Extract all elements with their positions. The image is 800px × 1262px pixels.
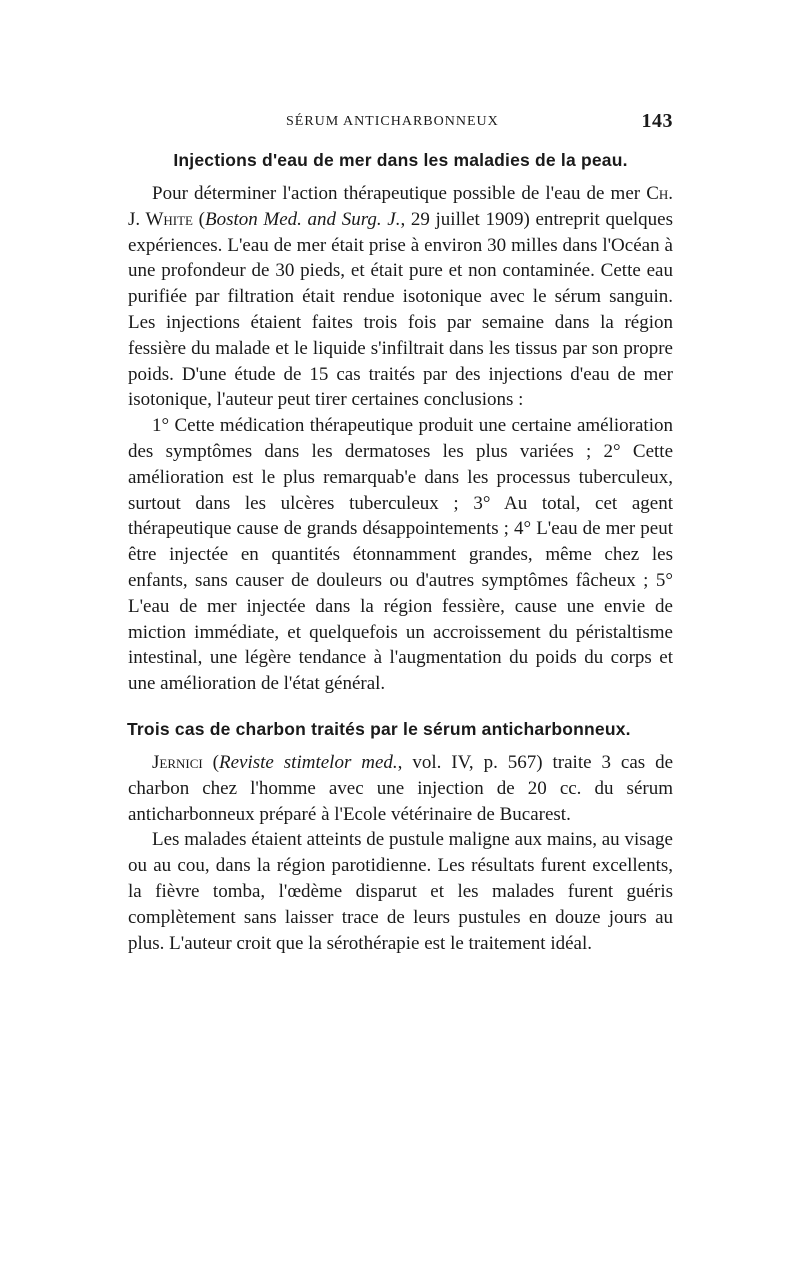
paragraph-text: ( [202,751,219,773]
article-anthrax-serum [128,719,673,956]
article-sea-water-injections [128,150,673,697]
page-number: 143 [641,110,673,132]
paragraph-text: , 29 juillet 1909) entreprit quelques expériences. L'eau de mer était prise à environ 30 milles dans l'Océan à une profondeur de 30 pieds, et était pure et non contaminée. Cette eau purifiée par filtration était rendue isotonique avec le sérum sanguin. Les injections étaient faites trois fois par semaine dans la région fessière du malade et le liquide s'infiltrait dans les tissus par son propre poids. D'une étude de 15 cas traités par des injections d'eau de mer isotonique, l'auteur peut tirer certaines conclusions : [128,208,673,411]
running-head [128,112,673,138]
article-heading: Injections d'eau de mer dans les maladies de la peau. [173,150,628,170]
running-title: SÉRUM ANTICHARBONNEUX [286,114,499,129]
paragraph-text: ( [192,208,205,230]
journal-citation: Reviste stimtelor med. [219,751,398,773]
conclusions-paragraph: 1° Cette médication thérapeutique produit une certaine amélioration des symptômes dans les dermatoses les plus variées ; 2° Cette amélioration est le plus remarquab'e dans les processus tuberculeux, surtout dans les ulcères tuberculeux ; 3° Au total, cet agent thérapeutique cause de grands désappointements ; 4° L'eau de mer peut être injectée en quantités étonnamment grandes, même chez les enfants, sans causer de douleurs ou d'autres symptômes fâcheux ; 5° L'eau de mer injectée dans la région fessière, cause une envie de miction immédiate, et quelquefois un accroissement du péristaltisme intestinal, une légère tendance à l'augmentation du poids du corps et une amélioration de l'état général. [128,415,673,695]
results-paragraph: Les malades étaient atteints de pustule maligne aux mains, au visage ou au cou, dans la région parotidienne. Les résultats furent excellents, la fièvre tomba, l'œdème disparut et les malades furent guéris complètement sans laisser trace de leurs pustules en douze jours au plus. L'auteur croit que la sérothérapie est le traitement idéal. [128,829,673,954]
author-name: Ch. J. White [128,183,673,230]
article-paragraph [128,750,673,827]
article-heading: Trois cas de charbon traités par le sérum anticharbonneux. [127,718,631,739]
paragraph-text: , vol. IV, p. 567) traite 3 cas de charbon chez l'homme avec une injection de 20 cc. du sérum anticharbonneux préparé à l'Ecole vétérinaire de Bucarest. [128,751,673,825]
article-paragraph [128,181,673,413]
page-content [128,112,673,956]
paragraph-text: Pour déterminer l'action thérapeutique possible de l'eau de mer [152,183,647,204]
journal-citation: Boston Med. and Surg. J. [204,208,401,230]
author-name: Jernici [152,751,203,773]
